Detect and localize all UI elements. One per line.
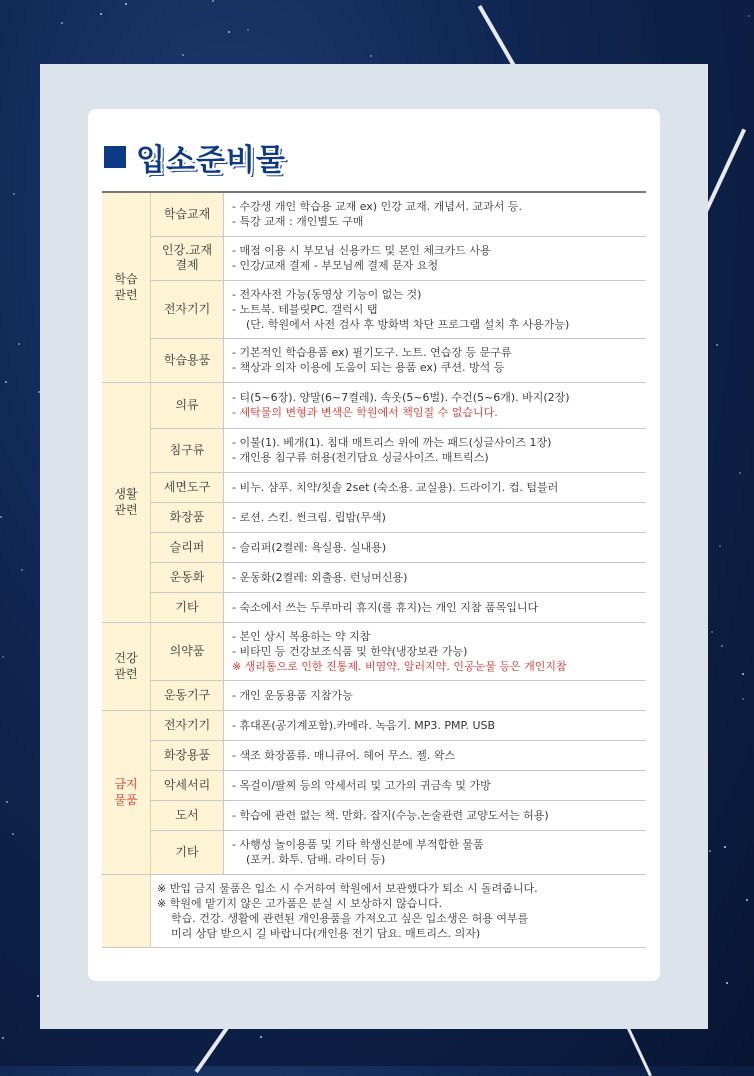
star — [748, 15, 750, 17]
page-frame — [40, 64, 708, 1029]
title-square-icon — [104, 146, 126, 168]
table-row — [102, 800, 646, 830]
description-line: (포커. 화투. 담배. 라이터 등) — [246, 853, 386, 866]
item-name-cell — [151, 800, 224, 830]
item-name-cell — [151, 740, 224, 770]
description-line: - 슬리퍼(2켤레: 욕실용. 실내용) — [232, 540, 387, 554]
star — [6, 801, 8, 803]
item-name-cell — [151, 680, 224, 710]
item-description-cell — [224, 680, 647, 710]
star — [182, 54, 184, 56]
description-line: - 이불(1). 베개(1). 침대 매트리스 위에 까는 패드(싱글사이즈 1장) — [232, 436, 552, 449]
description-line: - 본인 상시 복용하는 약 지참 — [232, 629, 371, 643]
description-line: - 매점 이용 시 부모님 신용카드 및 본인 체크카드 사용 — [232, 244, 491, 257]
description-line: - 목걸이/팔찌 등의 악세서리 및 고가의 귀금속 및 가방 — [232, 778, 491, 792]
category-label: 물품 — [114, 793, 138, 807]
table-row — [102, 472, 646, 502]
item-name-cell — [151, 562, 224, 592]
item-name: 침구류 — [169, 442, 205, 457]
description-line: - 비누. 샴푸. 치약/칫솔 2set (숙소용. 교실용). 드라이기. 컵. 텀블러 — [232, 480, 559, 494]
table-row — [102, 740, 646, 770]
note-line: ※ 반입 금지 물품은 입소 시 수거하여 학원에서 보관했다가 퇴소 시 돌려줍니다. — [157, 881, 538, 895]
description-line: - 인강/교재 결제 - 부모님께 결제 문자 요청 — [232, 259, 439, 272]
star — [0, 516, 2, 518]
item-description-cell — [224, 800, 647, 830]
description-line: - 노트북. 테블릿PC. 갤럭시 탭 — [232, 302, 378, 316]
star — [746, 899, 748, 901]
description-line: - 색조 화장품류. 매니큐어. 헤어 무스. 젤. 왁스 — [232, 748, 456, 762]
item-name-cell — [151, 338, 224, 382]
star — [742, 698, 744, 700]
item-name-cell — [151, 770, 224, 800]
title-row — [104, 135, 286, 179]
star — [709, 850, 711, 852]
item-name-cell — [151, 236, 224, 280]
star — [742, 673, 744, 675]
note-line: 미리 상담 받으시 길 바랍니다(개인용 전기 담요. 매트리스. 의자) — [171, 926, 481, 940]
item-name-cell — [151, 622, 224, 680]
item-name: 운동기구 — [163, 687, 211, 702]
description-line: - 기본적인 학습용품 ex) 필기도구. 노트. 연습장 등 문구류 — [232, 346, 512, 359]
table-row — [102, 770, 646, 800]
description-line: - 특강 교재 : 개인별도 구매 — [232, 215, 364, 229]
table-row — [102, 192, 646, 236]
description-line: - 휴대폰(공기계포함).카메라. 녹음기. MP3. PMP. USB — [232, 718, 496, 732]
content-card — [88, 109, 660, 981]
category-cell — [102, 622, 151, 710]
description-line: - 개인용 침구류 허용(전기담요 싱글사이즈. 매트릭스) — [232, 451, 489, 464]
item-description-cell — [224, 428, 647, 472]
star — [21, 569, 23, 571]
star — [37, 995, 39, 997]
star — [61, 22, 63, 24]
star — [5, 381, 7, 383]
item-name: 인강.교재 — [161, 243, 213, 257]
item-name-cell — [151, 428, 224, 472]
item-name: 도서 — [175, 807, 199, 822]
star — [719, 545, 721, 547]
description-line: - 책상과 의자 이용에 도움이 되는 용품 ex) 쿠션. 방석 등 — [232, 361, 505, 374]
description-line: - 전자사전 가능(동영상 기능이 없는 것) — [232, 287, 422, 301]
star — [212, 0, 214, 2]
item-description-cell — [224, 338, 647, 382]
item-description-cell — [224, 236, 647, 280]
description-line: - 수강생 개인 학습용 교재 ex) 인강 교재. 개념서. 교과서 등. — [232, 200, 522, 214]
item-name: 학습교재 — [163, 206, 211, 221]
category-label: 관련 — [114, 288, 138, 303]
description-line: - 숙소에서 쓰는 두루마리 휴지(롤 휴지)는 개인 지참 품목입니다 — [232, 600, 539, 614]
item-name-cell — [151, 192, 224, 236]
star — [12, 833, 14, 835]
note-line: 학습. 건강. 생활에 관련된 개인용품을 가져오고 싶은 입소생은 허용 여부를 — [171, 911, 529, 925]
item-name: 기타 — [175, 599, 199, 614]
description-line: - 티(5~6장). 양말(6~7켤레). 속옷(5~6벌). 수건(5~6개). 바지(2장) — [232, 391, 570, 404]
category-label: 건강 — [114, 651, 138, 665]
item-description-cell — [224, 830, 647, 874]
star — [13, 193, 15, 195]
star — [18, 343, 20, 345]
description-line: - 운동화(2켤레: 외출용. 런닝머신용) — [232, 570, 408, 584]
table-row — [102, 428, 646, 472]
table-row — [102, 280, 646, 338]
item-name: 악세서리 — [163, 777, 211, 792]
description-line: - 학습에 관련 없는 책. 만화. 잡지(수능.논술관련 교양도서는 허용) — [232, 808, 549, 822]
page-title: 입소준비물 — [136, 143, 286, 178]
notes-row — [102, 874, 646, 947]
category-label: 생활 — [114, 487, 138, 501]
item-name-cell — [151, 472, 224, 502]
item-description-cell — [224, 502, 647, 532]
star — [2, 1037, 4, 1039]
description-line: - 로션. 스킨. 썬크림. 립밤(무색) — [232, 510, 386, 524]
item-name-cell — [151, 710, 224, 740]
item-name: 의류 — [175, 397, 199, 412]
item-description-cell — [224, 532, 647, 562]
category-label: 학습 — [114, 272, 138, 287]
star — [716, 344, 718, 346]
star — [125, 3, 127, 5]
item-description-cell — [224, 382, 647, 428]
category-label: 금지 — [114, 777, 138, 791]
star — [711, 631, 713, 633]
table-row — [102, 236, 646, 280]
star — [739, 472, 741, 474]
item-name: 전자기기 — [163, 301, 211, 316]
notes-cell — [151, 874, 647, 947]
category-cell — [102, 192, 151, 382]
item-description-cell — [224, 710, 647, 740]
item-name: 세면도구 — [163, 479, 211, 494]
item-name: 학습용품 — [163, 352, 211, 367]
item-name-cell — [151, 532, 224, 562]
item-name: 화장품 — [169, 509, 205, 524]
supplies-table — [102, 191, 646, 948]
table-row — [102, 382, 646, 428]
item-description-cell — [224, 592, 647, 622]
category-label: 관련 — [114, 503, 138, 517]
item-name: 전자기기 — [163, 717, 211, 732]
item-description-cell — [224, 192, 647, 236]
notes-spacer-cell — [102, 874, 151, 947]
star — [726, 982, 728, 984]
description-line: - 사행성 놀이용품 및 기타 학생신분에 부적합한 물품 — [232, 838, 484, 851]
item-name: 기타 — [175, 844, 199, 859]
star — [247, 29, 249, 31]
item-description-cell — [224, 622, 647, 680]
item-description-cell — [224, 280, 647, 338]
item-name: 화장용품 — [163, 747, 211, 762]
item-name: 슬리퍼 — [169, 539, 205, 554]
table-row — [102, 830, 646, 874]
description-line: (단. 학원에서 사전 검사 후 방화벽 차단 프로그램 설치 후 사용가능) — [246, 317, 570, 331]
category-cell — [102, 382, 151, 622]
item-description-cell — [224, 740, 647, 770]
table-row — [102, 710, 646, 740]
table-row — [102, 680, 646, 710]
description-line: - 세탁물의 변형과 변색은 학원에서 책임질 수 없습니다. — [232, 406, 498, 419]
item-name-cell — [151, 830, 224, 874]
item-description-cell — [224, 770, 647, 800]
star — [260, 1036, 262, 1038]
star — [724, 846, 726, 848]
table-row — [102, 622, 646, 680]
star — [721, 645, 723, 647]
item-name: 운동화 — [169, 569, 205, 584]
note-line: ※ 학원에 맡기지 않은 고가품은 분실 시 보상하지 않습니다. — [157, 896, 443, 910]
description-line: - 비타민 등 건강보조식품 및 한약(냉장보관 가능) — [232, 644, 468, 658]
description-line: - 개인 운동용품 지참가능 — [232, 688, 353, 702]
star — [370, 55, 372, 57]
item-name-cell — [151, 280, 224, 338]
table-row — [102, 338, 646, 382]
item-description-cell — [224, 472, 647, 502]
category-cell — [102, 710, 151, 874]
category-label: 관련 — [114, 667, 138, 681]
item-name: 의약품 — [169, 643, 205, 658]
item-name: 결제 — [175, 258, 199, 272]
description-line: ※ 생리통으로 인한 진통제. 비염약. 알러지약. 인공눈물 등은 개인지참 — [232, 659, 567, 673]
table-row — [102, 592, 646, 622]
item-description-cell — [224, 562, 647, 592]
item-name-cell — [151, 502, 224, 532]
table-row — [102, 532, 646, 562]
star — [228, 31, 230, 33]
table-row — [102, 502, 646, 532]
item-name-cell — [151, 382, 224, 428]
star — [2, 656, 4, 658]
table-row — [102, 562, 646, 592]
star — [100, 13, 102, 15]
item-name-cell — [151, 592, 224, 622]
